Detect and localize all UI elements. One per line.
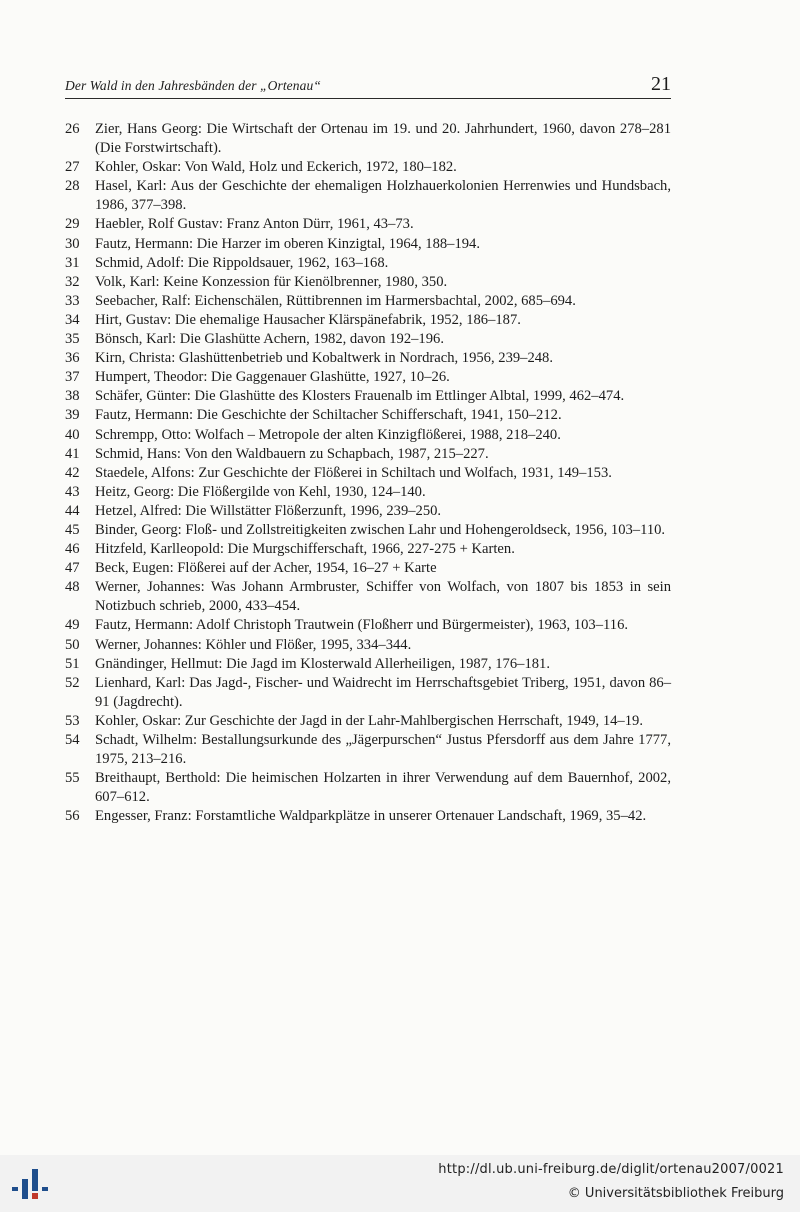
- footnote-number: 30: [65, 235, 80, 252]
- footnote-list: [65, 120, 671, 826]
- footnote-item: [65, 215, 671, 234]
- footnote-item: [65, 235, 671, 254]
- footnote-text: Hirt, Gustav: Die ehemalige Hausacher Klärspänefabrik, 1952, 186–187.: [95, 311, 521, 328]
- footnote-item: [65, 445, 671, 464]
- footnote-number: 44: [65, 502, 80, 519]
- footnote-number: 52: [65, 674, 80, 691]
- footnote-text: Fautz, Hermann: Die Harzer im oberen Kinzigtal, 1964, 188–194.: [95, 235, 481, 252]
- footnote-item: [65, 674, 671, 712]
- page-header: [65, 74, 671, 99]
- footnote-item: [65, 483, 671, 502]
- footnote-text: Fautz, Hermann: Die Geschichte der Schiltacher Schifferschaft, 1941, 150–212.: [95, 407, 562, 424]
- footnote-number: 43: [65, 483, 80, 500]
- footnote-item: [65, 330, 671, 349]
- footnote-item: [65, 464, 671, 483]
- footnote-item: [65, 521, 671, 540]
- footnote-item: [65, 426, 671, 445]
- footnote-number: 54: [65, 732, 80, 748]
- footnote-number: 48: [65, 579, 80, 596]
- footnote-item: [65, 616, 671, 635]
- footnote-item: [65, 769, 671, 807]
- footnote-item: [65, 655, 671, 674]
- footnote-number: 53: [65, 712, 80, 729]
- footnote-text: Schmid, Hans: Von den Waldbauern zu Schapbach, 1987, 215–227.: [95, 445, 489, 462]
- footnote-item: [65, 177, 671, 215]
- footnote-number: 40: [65, 426, 80, 443]
- footnote-text: Schrempp, Otto: Wolfach – Metropole der alten Kinzigflößerei, 1988, 218–240.: [95, 426, 561, 443]
- ub-freiburg-logo-icon: [10, 1165, 54, 1203]
- footnote-item: [65, 731, 671, 769]
- footnote-number: 31: [65, 254, 80, 271]
- footnote-item: [65, 559, 671, 578]
- footnote-number: 35: [65, 331, 80, 348]
- footnote-item: [65, 311, 671, 330]
- footnote-number: 46: [65, 541, 80, 558]
- footnote-number: 41: [65, 445, 80, 462]
- footnote-number: 45: [65, 521, 80, 538]
- footnote-number: 33: [65, 292, 80, 309]
- footnote-number: 28: [65, 178, 80, 195]
- footnote-text: Werner, Johannes: Was Johann Armbruster, Schiffer von Wolfach, von 1807 bis 1853 in sein Notizbuch schrieb, 2000, 433–454.: [95, 579, 671, 615]
- footnote-number: 27: [65, 159, 80, 176]
- footnote-item: [65, 349, 671, 368]
- footnote-item: [65, 120, 671, 158]
- footnote-item: [65, 807, 671, 826]
- running-title: Der Wald in den Jahresbänden der „Ortenau“: [65, 78, 321, 93]
- footnote-number: 34: [65, 311, 80, 328]
- footnote-number: 49: [65, 617, 80, 634]
- footnote-number: 51: [65, 655, 80, 672]
- viewer-footer: [0, 1155, 800, 1212]
- footnote-number: 37: [65, 369, 80, 386]
- footnote-text: Zier, Hans Georg: Die Wirtschaft der Ortenau im 19. und 20. Jahrhundert, 1960, davon 278–281 (Die Forstwirtschaft).: [95, 121, 671, 157]
- footnote-item: [65, 387, 671, 406]
- footnote-item: [65, 406, 671, 425]
- footnote-number: 55: [65, 770, 80, 787]
- footnote-item: [65, 254, 671, 273]
- footnote-text: Hetzel, Alfred: Die Willstätter Flößerzunft, 1996, 239–250.: [95, 502, 442, 519]
- footnote-text: Seebacher, Ralf: Eichenschälen, Rüttibrennen im Harmersbachtal, 2002, 685–694.: [95, 292, 576, 309]
- footnote-number: 29: [65, 216, 80, 233]
- footnote-text: Schäfer, Günter: Die Glashütte des Klosters Frauenalb im Ettlinger Albtal, 1999, 462–474.: [95, 388, 625, 405]
- footnote-item: [65, 292, 671, 311]
- footnote-item: [65, 540, 671, 559]
- footnote-text: Volk, Karl: Keine Konzession für Kienölbrenner, 1980, 350.: [95, 273, 448, 290]
- footnote-text: Kohler, Oskar: Von Wald, Holz und Eckerich, 1972, 180–182.: [95, 159, 457, 176]
- footnote-text: Breithaupt, Berthold: Die heimischen Holzarten in ihrer Verwendung auf dem Bauernhof, 2002, 607–612.: [95, 770, 671, 806]
- footnote-item: [65, 636, 671, 655]
- footnote-text: Hitzfeld, Karlleopold: Die Murgschifferschaft, 1966, 227-275 + Karten.: [95, 541, 515, 558]
- footnote-text: Hasel, Karl: Aus der Geschichte der ehemaligen Holzhauerkolonien Herrenwies und Hundsbach, 1986, 377–398.: [95, 178, 671, 214]
- footnote-item: [65, 273, 671, 292]
- footnote-number: 56: [65, 808, 80, 825]
- footnote-text: Lienhard, Karl: Das Jagd-, Fischer- und Waidrecht im Herrschaftsgebiet Triberg, 1951, davon 86–91 (Jagdrecht).: [95, 674, 671, 710]
- footnote-number: 42: [65, 464, 80, 481]
- footnote-text: Kirn, Christa: Glashüttenbetrieb und Kobaltwerk in Nordrach, 1956, 239–248.: [95, 350, 553, 367]
- footnote-number: 32: [65, 273, 80, 290]
- footnote-text: Staedele, Alfons: Zur Geschichte der Flößerei in Schiltach und Wolfach, 1931, 149–153.: [95, 464, 612, 481]
- footnote-text: Binder, Georg: Floß- und Zollstreitigkeiten zwischen Lahr und Hohengeroldseck, 1956, 103–110.: [95, 521, 666, 538]
- footnote-number: 39: [65, 407, 80, 424]
- footnote-number: 38: [65, 388, 80, 405]
- page-number: 21: [651, 73, 671, 95]
- copyright-text: © Universitätsbibliothek Freiburg: [567, 1186, 784, 1201]
- footnote-item: [65, 712, 671, 731]
- footnote-number: 26: [65, 121, 80, 137]
- footnote-text: Engesser, Franz: Forstamtliche Waldparkplätze in unserer Ortenauer Landschaft, 1969, 35–42.: [95, 808, 647, 825]
- footnote-number: 47: [65, 560, 80, 577]
- footnote-text: Schmid, Adolf: Die Rippoldsauer, 1962, 163–168.: [95, 254, 389, 271]
- footnote-text: Heitz, Georg: Die Flößergilde von Kehl, 1930, 124–140.: [95, 483, 426, 500]
- footnote-item: [65, 578, 671, 616]
- footnote-text: Fautz, Hermann: Adolf Christoph Trautwein (Floßherr und Bürgermeister), 1963, 103–116.: [95, 617, 629, 634]
- digital-collection-link[interactable]: http://dl.ub.uni-freiburg.de/diglit/ortenau2007/0021: [438, 1162, 784, 1177]
- footnote-text: Werner, Johannes: Köhler und Flößer, 1995, 334–344.: [95, 636, 412, 653]
- footnote-number: 36: [65, 350, 80, 367]
- footnote-text: Gnändinger, Hellmut: Die Jagd im Klosterwald Allerheiligen, 1987, 176–181.: [95, 655, 550, 672]
- footnote-number: 50: [65, 636, 80, 653]
- footnote-text: Schadt, Wilhelm: Bestallungsurkunde des „Jägerpurschen“ Justus Pfersdorff aus dem Jahre 1777, 1975, 213–216.: [95, 732, 671, 768]
- footnote-text: Beck, Eugen: Flößerei auf der Acher, 1954, 16–27 + Karte: [95, 560, 437, 577]
- footnote-text: Kohler, Oskar: Zur Geschichte der Jagd in der Lahr-Mahlbergischen Herrschaft, 1949, 14–19.: [95, 712, 643, 729]
- footnote-item: [65, 158, 671, 177]
- footnote-text: Bönsch, Karl: Die Glashütte Achern, 1982, davon 192–196.: [95, 331, 444, 348]
- footnote-text: Haebler, Rolf Gustav: Franz Anton Dürr, 1961, 43–73.: [95, 216, 414, 233]
- footnote-item: [65, 368, 671, 387]
- footnote-text: Humpert, Theodor: Die Gaggenauer Glashütte, 1927, 10–26.: [95, 369, 450, 386]
- footnote-item: [65, 502, 671, 521]
